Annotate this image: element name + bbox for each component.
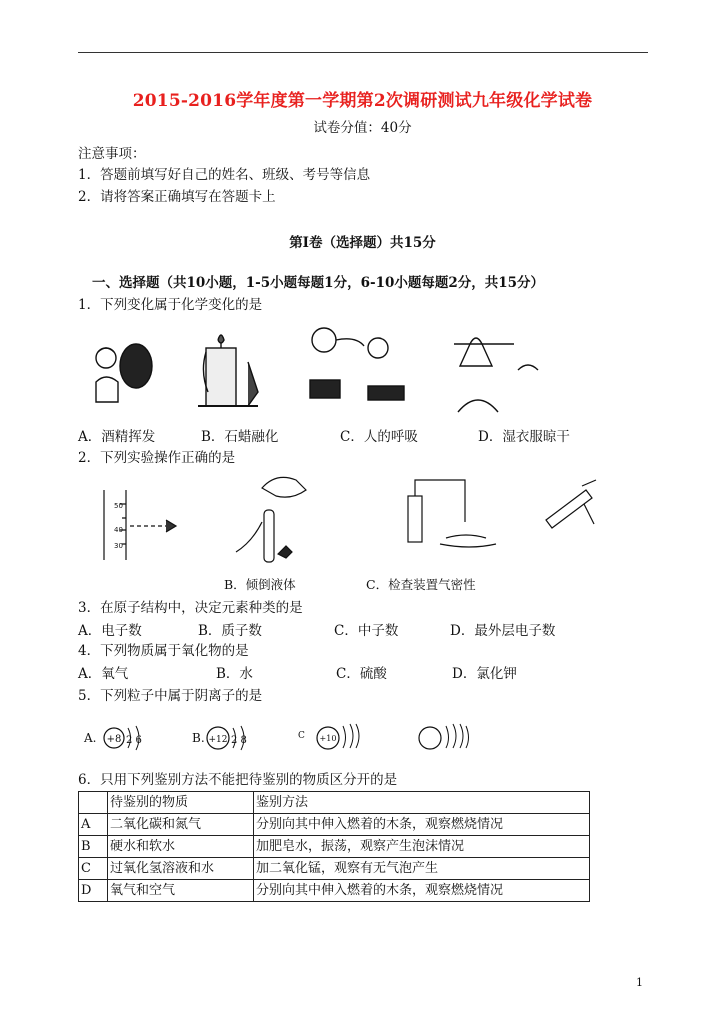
q4-option-c: C．硫酸 [336, 666, 387, 682]
score-info: 试卷分值：40分 [313, 120, 412, 136]
table-cell: 加肥皂水，振荡，观察产生泡沫情况 [254, 836, 590, 858]
svg-text:+8: +8 [106, 734, 122, 745]
q3-option-d: D．最外层电子数 [450, 623, 556, 639]
q5-atomic-diagrams [84, 716, 484, 760]
q1-option-b: B．石蜡融化 [201, 429, 279, 445]
svg-text:B.: B. [192, 731, 205, 745]
table-header-cell: 鉴别方法 [254, 792, 590, 814]
table-row [79, 880, 590, 902]
table-cell: C [79, 858, 108, 880]
page-number: 1 [636, 976, 643, 989]
breathing-image [310, 328, 404, 400]
q4-option-d: D．氯化钾 [452, 666, 517, 682]
table-cell: B [79, 836, 108, 858]
q2-caption-b: B．倾倒液体 [224, 577, 296, 592]
candle-melting-image [198, 335, 258, 406]
table-cell: 氧气和空气 [108, 880, 254, 902]
airtightness-check-image [408, 480, 496, 547]
q2-stem: 2．下列实验操作正确的是 [78, 450, 236, 466]
q3-stem: 3．在原子结构中，决定元素种类的是 [78, 600, 303, 616]
pouring-liquid-image [236, 477, 306, 562]
q5-stem: 5．下列粒子中属于阴离子的是 [78, 688, 263, 704]
table-cell: D [79, 880, 108, 902]
svg-text:+12: +12 [208, 735, 228, 745]
heating-tube-image [546, 480, 596, 528]
q1-option-c: C．人的呼吸 [340, 429, 418, 445]
section-title: 一、选择题（共10小题，1-5小题每题1分，6-10小题每题2分，共15分） [92, 275, 545, 291]
scale-label: 50 [114, 502, 123, 510]
svg-text:2 8: 2 8 [231, 735, 247, 746]
scale-label: 40 [114, 526, 123, 534]
svg-text:2 6: 2 6 [126, 735, 142, 746]
q6-table [78, 791, 590, 902]
svg-text:C: C [298, 731, 305, 741]
volume-title: 第I卷（选择题）共15分 [289, 235, 436, 251]
q2-images [96, 460, 606, 570]
q4-stem: 4．下列物质属于氧化物的是 [78, 643, 249, 659]
drying-clothes-image [454, 338, 538, 412]
svg-text:A.: A. [84, 731, 97, 745]
q1-option-d: D．湿衣服晾干 [478, 429, 570, 445]
table-cell: 分别向其中伸入燃着的木条，观察燃烧情况 [254, 880, 590, 902]
q3-option-b: B．质子数 [198, 623, 262, 639]
q2-caption-c: C．检查装置气密性 [366, 577, 476, 592]
q1-stem: 1．下列变化属于化学变化的是 [78, 297, 263, 313]
table-row [79, 814, 590, 836]
alcohol-evaporation-image [96, 344, 152, 402]
atom-diagram-a [83, 726, 142, 750]
notice-item: 1．答题前填写好自己的姓名、班级、考号等信息 [78, 167, 371, 183]
table-header-cell: 待鉴别的物质 [108, 792, 254, 814]
notice-item: 2．请将答案正确填写在答题卡上 [78, 189, 276, 205]
atom-diagram-c [298, 724, 359, 749]
scale-label: 30 [114, 542, 123, 550]
q6-stem: 6．只用下列鉴别方法不能把待鉴别的物质区分开的是 [78, 772, 398, 788]
table-header-cell [79, 792, 108, 814]
q3-option-c: C．中子数 [334, 623, 399, 639]
cylinder-reading-image [104, 490, 176, 560]
table-cell: 硬水和软水 [108, 836, 254, 858]
q4-option-b: B．水 [216, 666, 253, 682]
table-cell: 加二氧化锰，观察有无气泡产生 [254, 858, 590, 880]
atom-diagram-d [419, 724, 469, 749]
q4-option-a: A．氧气 [78, 666, 129, 682]
table-cell: 过氧化氢溶液和水 [108, 858, 254, 880]
table-row [79, 836, 590, 858]
table-cell: 分别向其中伸入燃着的木条，观察燃烧情况 [254, 814, 590, 836]
atom-diagram-b [192, 726, 247, 750]
table-header-row [79, 792, 590, 814]
table-row [79, 858, 590, 880]
top-rule [78, 52, 648, 53]
table-cell: 二氧化碳和氮气 [108, 814, 254, 836]
notice-heading: 注意事项： [78, 146, 146, 162]
q1-images [78, 322, 558, 418]
q1-option-a: A．酒精挥发 [78, 429, 156, 445]
table-cell: A [79, 814, 108, 836]
svg-text:+10: +10 [319, 734, 337, 743]
q3-option-a: A．电子数 [78, 623, 142, 639]
exam-title: 2015-2016学年度第一学期第2次调研测试九年级化学试卷 [132, 91, 593, 111]
